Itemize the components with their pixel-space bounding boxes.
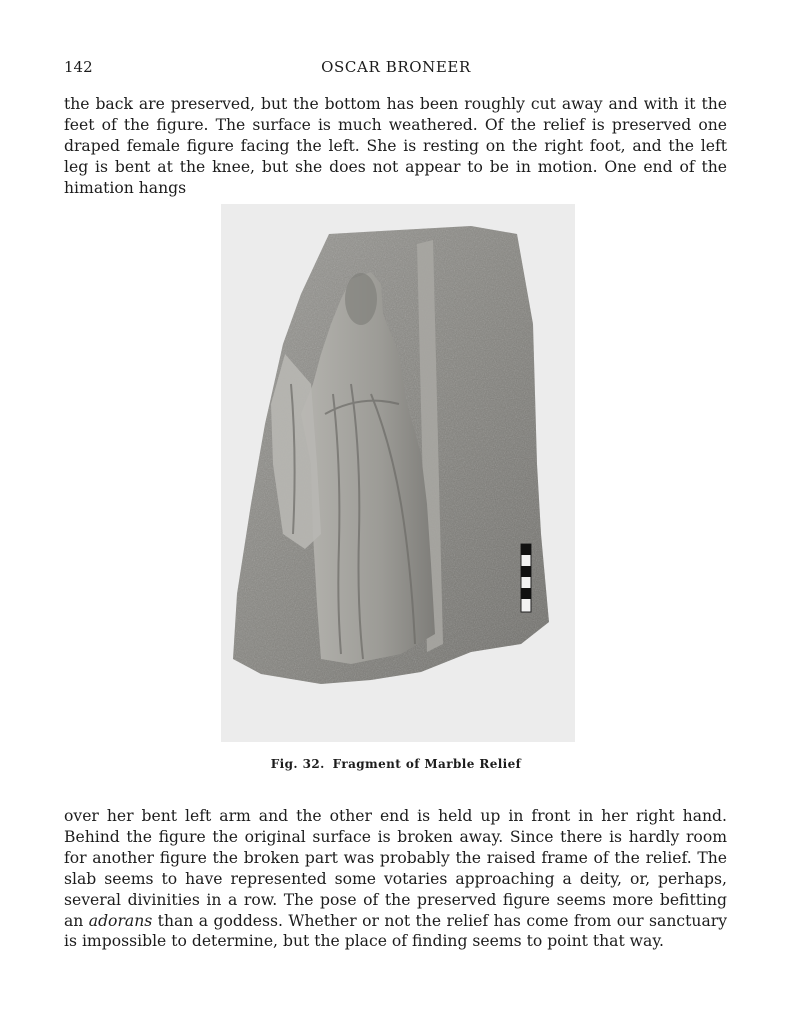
paragraph-bottom-text-1: over her bent left arm and the other end is held up in front in her right hand. Behind the figure the original surface is broken away. Since there is hardly room for another figure the broken part was probably the raised frame of the relief. The slab seems to have represented some votaries approaching a deity, or, perhaps, several divinities in a row. The pose of the preserved figure seems more befitting an <box>64 807 727 930</box>
scale-bar <box>521 544 531 612</box>
figure-label: Fig. 32. <box>270 757 325 771</box>
marble-relief-image <box>221 204 575 742</box>
figure-title: Fragment of Marble Relief <box>332 757 522 771</box>
page-number: 142 <box>64 58 93 76</box>
paragraph-bottom-text-2: than a goddess. Whether or not the relief has come from our sanctuary is impossible to determine, but the place of finding seems to point that way. <box>64 911 728 951</box>
running-head: OSCAR BRONEER <box>321 58 471 76</box>
paragraph-top: the back are preserved, but the bottom has been roughly cut away and with it the feet of the figure. The surface is much weathered. Of the relief is preserved one draped female figure facing the left. She is resting on the right foot, and the left leg is bent at the knee, but she does not appear to be in motion. One end of the himation hangs <box>64 95 727 197</box>
relief-photograph <box>221 204 575 742</box>
figure-caption <box>0 757 792 771</box>
italic-term-adorans: adorans <box>88 911 153 930</box>
paragraph-bottom <box>64 806 727 952</box>
page-header <box>64 58 728 82</box>
